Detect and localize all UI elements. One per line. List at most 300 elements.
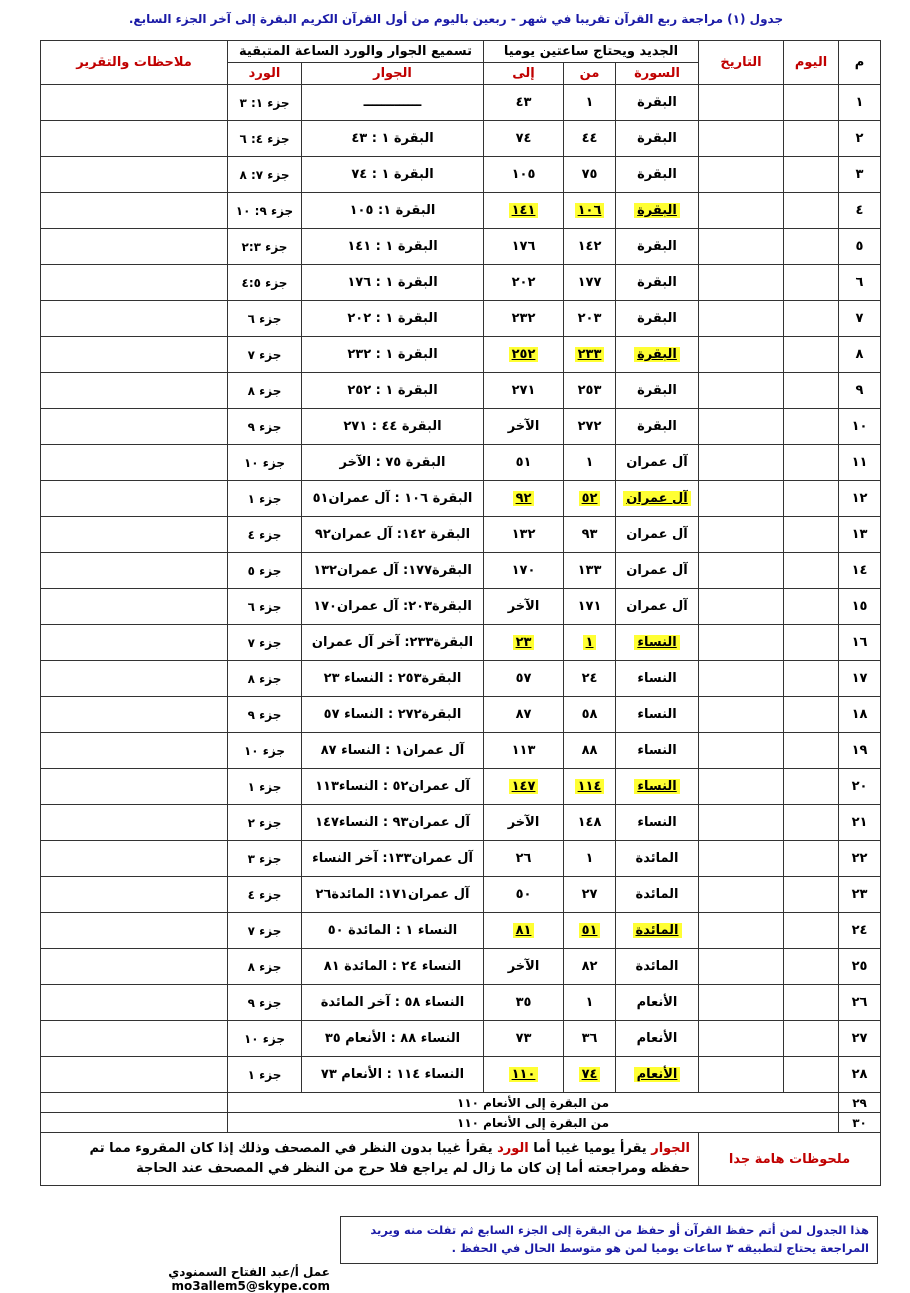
row-from-highlight: ٧٤ (579, 1067, 601, 1082)
row-jiwar: ـــــــــــــ (302, 85, 484, 121)
row-jiwar: البقرة٢٠٣: آل عمران١٧٠ (302, 589, 484, 625)
row-notes (41, 409, 228, 445)
row-day (784, 373, 839, 409)
table-row (41, 121, 881, 157)
row-to: ٥٠ (484, 877, 564, 913)
row-surah-highlight: النساء (634, 635, 679, 650)
row-notes (41, 121, 228, 157)
row-surah: البقرة (616, 265, 699, 301)
row-to-highlight: ١٤٧ (509, 779, 539, 794)
row-date (699, 193, 784, 229)
row-day (784, 517, 839, 553)
table-row (41, 1093, 881, 1113)
row-jiwar: البقرة٢٣٣: آخر آل عمران (302, 625, 484, 661)
row-num: ٢٢ (839, 841, 881, 877)
row-from: ٤٤ (564, 121, 616, 157)
row-to (484, 481, 564, 517)
row-jiwar: البقرة ١: ١٠٥ (302, 193, 484, 229)
row-jiwar: البقرة ١ : ١٧٦ (302, 265, 484, 301)
row-day (784, 733, 839, 769)
row-jiwar: البقرة ١ : ٤٣ (302, 121, 484, 157)
row-from (564, 625, 616, 661)
row-num: ٢١ (839, 805, 881, 841)
row-to (484, 769, 564, 805)
row-date (699, 229, 784, 265)
row-date (699, 445, 784, 481)
row-wird: جزء ١٠ (228, 733, 302, 769)
row-to: ٨٧ (484, 697, 564, 733)
row-jiwar: البقرة١٧٧: آل عمران١٣٢ (302, 553, 484, 589)
table-row (41, 481, 881, 517)
row-from (564, 1057, 616, 1093)
row-num: ٩ (839, 373, 881, 409)
row-surah-highlight: البقرة (634, 347, 680, 362)
row-summary: من البقرة إلى الأنعام ١١٠ (228, 1093, 839, 1113)
row-to: ٧٤ (484, 121, 564, 157)
row-notes (41, 769, 228, 805)
row-notes (41, 193, 228, 229)
row-from: ١٣٣ (564, 553, 616, 589)
row-day (784, 157, 839, 193)
row-day (784, 409, 839, 445)
row-to: ٢٠٢ (484, 265, 564, 301)
row-surah-highlight: النساء (634, 779, 679, 794)
row-notes (41, 733, 228, 769)
row-num: ٢٠ (839, 769, 881, 805)
row-surah: الأنعام (616, 985, 699, 1021)
row-surah (616, 769, 699, 805)
row-from: ٢٧ (564, 877, 616, 913)
row-surah: آل عمران (616, 553, 699, 589)
row-surah (616, 1057, 699, 1093)
row-wird: جزء ٤ (228, 877, 302, 913)
row-wird: جزء ٤: ٦ (228, 121, 302, 157)
row-jiwar: البقرة ٤٤ : ٢٧١ (302, 409, 484, 445)
row-jiwar: النساء ٨٨ : الأنعام ٣٥ (302, 1021, 484, 1057)
row-to: الآخر (484, 409, 564, 445)
row-from: ١ (564, 841, 616, 877)
row-num: ٢٥ (839, 949, 881, 985)
table-row (41, 625, 881, 661)
table-row (41, 445, 881, 481)
row-wird: جزء ٩ (228, 409, 302, 445)
row-surah (616, 193, 699, 229)
credit-author: عمل أ/عبد الفتاح السمنودي (168, 1265, 330, 1279)
row-jiwar: النساء ٢٤ : المائدة ٨١ (302, 949, 484, 985)
row-notes (41, 337, 228, 373)
row-surah: البقرة (616, 157, 699, 193)
table-row (41, 517, 881, 553)
notes-jiwar-word: الجوار (651, 1141, 691, 1156)
row-surah: البقرة (616, 373, 699, 409)
row-date (699, 337, 784, 373)
row-day (784, 445, 839, 481)
row-date (699, 1057, 784, 1093)
row-num: ٧ (839, 301, 881, 337)
row-to-highlight: ٨١ (513, 923, 535, 938)
row-notes (41, 553, 228, 589)
row-from: ٧٥ (564, 157, 616, 193)
row-from: ١ (564, 985, 616, 1021)
row-jiwar: النساء ١١٤ : الأنعام ٧٣ (302, 1057, 484, 1093)
row-jiwar: النساء ٥٨ : آخر المائدة (302, 985, 484, 1021)
table-row (41, 805, 881, 841)
row-to: ٥٧ (484, 661, 564, 697)
row-date (699, 1021, 784, 1057)
row-surah: آل عمران (616, 445, 699, 481)
row-from: ٢٠٣ (564, 301, 616, 337)
row-surah (616, 625, 699, 661)
row-num: ١ (839, 85, 881, 121)
row-from: ٨٢ (564, 949, 616, 985)
table-row (41, 265, 881, 301)
col-num-header: م (839, 41, 881, 85)
row-notes (41, 661, 228, 697)
row-jiwar: البقرة ١٤٢: آل عمران٩٢ (302, 517, 484, 553)
notes-part1: يقرأ يوميا غيبا أما (528, 1141, 652, 1156)
row-jiwar: آل عمران٥٢ : النساء١١٣ (302, 769, 484, 805)
row-summary: من البقرة إلى الأنعام ١١٠ (228, 1113, 839, 1133)
row-day (784, 553, 839, 589)
credit-contact: mo3allem5@skype.com (171, 1279, 330, 1293)
row-notes (41, 589, 228, 625)
row-day (784, 841, 839, 877)
row-date (699, 157, 784, 193)
row-day (784, 985, 839, 1021)
row-surah: آل عمران (616, 517, 699, 553)
row-surah (616, 913, 699, 949)
row-num: ١٠ (839, 409, 881, 445)
row-surah: آل عمران (616, 589, 699, 625)
row-notes (41, 877, 228, 913)
row-to: ٥١ (484, 445, 564, 481)
row-notes (41, 841, 228, 877)
credit-line (40, 1265, 330, 1293)
row-day (784, 301, 839, 337)
row-surah: البقرة (616, 301, 699, 337)
row-day (784, 949, 839, 985)
row-day (784, 1057, 839, 1093)
row-wird: جزء ٦ (228, 301, 302, 337)
row-num: ١٢ (839, 481, 881, 517)
row-to (484, 193, 564, 229)
row-wird: جزء ٤:٥ (228, 265, 302, 301)
row-wird: جزء ٧ (228, 337, 302, 373)
row-from-highlight: ١١٤ (575, 779, 605, 794)
row-day (784, 193, 839, 229)
row-num: ٢٩ (839, 1093, 881, 1113)
row-from: ٨٨ (564, 733, 616, 769)
row-to: الآخر (484, 589, 564, 625)
row-num: ٦ (839, 265, 881, 301)
page-title: جدول (١) مراجعة ربع القرآن تقريبا في شهر - ربعين باليوم من أول القرآن الكريم البقرة إلى آخر الجزء السابع. (128, 12, 784, 26)
row-wird: جزء ٨ (228, 949, 302, 985)
row-to: الآخر (484, 805, 564, 841)
row-from (564, 769, 616, 805)
row-notes (41, 1057, 228, 1093)
row-date (699, 553, 784, 589)
row-num: ١٩ (839, 733, 881, 769)
table-row (41, 841, 881, 877)
table-row (41, 157, 881, 193)
row-date (699, 697, 784, 733)
row-surah (616, 337, 699, 373)
row-day (784, 121, 839, 157)
row-num: ٤ (839, 193, 881, 229)
table-row (41, 733, 881, 769)
table-row (41, 337, 881, 373)
row-to: ٤٣ (484, 85, 564, 121)
row-date (699, 517, 784, 553)
row-surah: المائدة (616, 877, 699, 913)
row-day (784, 661, 839, 697)
row-jiwar: البقرة ١ : ٢٣٢ (302, 337, 484, 373)
row-surah: النساء (616, 661, 699, 697)
row-date (699, 409, 784, 445)
row-day (784, 481, 839, 517)
col-surah-header: السورة (616, 63, 699, 85)
row-num: ٢٨ (839, 1057, 881, 1093)
row-surah: النساء (616, 733, 699, 769)
row-to: ١١٣ (484, 733, 564, 769)
row-num: ٥ (839, 229, 881, 265)
row-jiwar: البقرة ٧٥ : الآخر (302, 445, 484, 481)
row-to-highlight: ٩٢ (513, 491, 535, 506)
row-wird: جزء ٥ (228, 553, 302, 589)
row-notes (41, 805, 228, 841)
row-num: ٢٦ (839, 985, 881, 1021)
table-row (41, 409, 881, 445)
table-row (41, 985, 881, 1021)
row-to: ١٣٢ (484, 517, 564, 553)
row-day (784, 337, 839, 373)
table-row (41, 589, 881, 625)
row-to: ٢٧١ (484, 373, 564, 409)
row-day (784, 769, 839, 805)
row-num: ١٦ (839, 625, 881, 661)
row-jiwar: البقرة ١ : ٢٥٢ (302, 373, 484, 409)
row-to: ١٧٠ (484, 553, 564, 589)
row-jiwar: النساء ١ : المائدة ٥٠ (302, 913, 484, 949)
row-to: ٢٣٢ (484, 301, 564, 337)
row-notes (41, 625, 228, 661)
notes-label: ملحوظات هامة جدا (699, 1133, 881, 1186)
row-day (784, 697, 839, 733)
row-notes (41, 373, 228, 409)
row-to-highlight: ٢٣ (513, 635, 535, 650)
row-surah: النساء (616, 805, 699, 841)
row-to: ٢٦ (484, 841, 564, 877)
row-jiwar: البقرة٢٧٢ : النساء ٥٧ (302, 697, 484, 733)
row-date (699, 913, 784, 949)
row-notes (41, 265, 228, 301)
row-num: ١٣ (839, 517, 881, 553)
row-day (784, 877, 839, 913)
new-group-header: الجديد ويحتاج ساعتين يوميا (484, 41, 699, 63)
row-date (699, 877, 784, 913)
row-wird: جزء ٧: ٨ (228, 157, 302, 193)
row-wird: جزء ١٠ (228, 445, 302, 481)
table-row (41, 661, 881, 697)
review-table (40, 40, 881, 1186)
row-date (699, 841, 784, 877)
notes-text (41, 1133, 699, 1186)
row-date (699, 625, 784, 661)
table-row (41, 229, 881, 265)
row-from (564, 481, 616, 517)
row-to (484, 625, 564, 661)
row-date (699, 85, 784, 121)
row-date (699, 805, 784, 841)
col-notes-header: ملاحظات والتقرير (41, 41, 228, 85)
row-wird: جزء ٩ (228, 985, 302, 1021)
table-row (41, 697, 881, 733)
row-surah: البقرة (616, 121, 699, 157)
row-surah: البقرة (616, 409, 699, 445)
row-jiwar: آل عمران١٧١: المائدة٢٦ (302, 877, 484, 913)
table-row (41, 373, 881, 409)
row-to (484, 1057, 564, 1093)
row-wird: جزء ٤ (228, 517, 302, 553)
row-from-highlight: ٥١ (579, 923, 601, 938)
row-notes (41, 301, 228, 337)
row-date (699, 769, 784, 805)
row-to: ٣٥ (484, 985, 564, 1021)
row-num: ١٤ (839, 553, 881, 589)
row-notes (41, 1113, 228, 1133)
row-surah-highlight: الأنعام (634, 1067, 681, 1082)
row-from-highlight: ٢٣٣ (575, 347, 605, 362)
row-num: ١٧ (839, 661, 881, 697)
row-from: ١٧١ (564, 589, 616, 625)
row-day (784, 913, 839, 949)
row-date (699, 373, 784, 409)
row-wird: جزء ٧ (228, 625, 302, 661)
table-row (41, 949, 881, 985)
row-wird: جزء ٢ (228, 805, 302, 841)
row-from: ٢٤ (564, 661, 616, 697)
row-day (784, 1021, 839, 1057)
notes-part2: يقرأ غيبا بدون النظر في المصحف وذلك إذا كان المقروء مما تم حفظه ومراجعته أما إن كان ما زال لم يراجع فلا حرج من النظر في المصحف عند الحاجة (89, 1141, 691, 1176)
row-jiwar: البقرة٢٥٣ : النساء ٢٣ (302, 661, 484, 697)
row-notes (41, 157, 228, 193)
row-from: ١٤٨ (564, 805, 616, 841)
row-day (784, 805, 839, 841)
row-date (699, 301, 784, 337)
row-num: ٢٧ (839, 1021, 881, 1057)
row-notes (41, 229, 228, 265)
row-num: ٢٣ (839, 877, 881, 913)
row-surah (616, 481, 699, 517)
row-surah: النساء (616, 697, 699, 733)
row-wird: جزء ١ (228, 769, 302, 805)
row-notes (41, 445, 228, 481)
row-num: ٢٤ (839, 913, 881, 949)
row-surah-highlight: آل عمران (623, 491, 691, 506)
table-row (41, 769, 881, 805)
row-from-highlight: ١٠٦ (575, 203, 605, 218)
row-surah: المائدة (616, 949, 699, 985)
row-day (784, 589, 839, 625)
row-num: ٣ (839, 157, 881, 193)
row-from: ١٤٢ (564, 229, 616, 265)
row-wird: جزء ١٠ (228, 1021, 302, 1057)
row-to (484, 913, 564, 949)
row-from: ٣٦ (564, 1021, 616, 1057)
row-date (699, 985, 784, 1021)
row-num: ١٥ (839, 589, 881, 625)
row-wird: جزء ٨ (228, 661, 302, 697)
row-wird: جزء ٦ (228, 589, 302, 625)
table-row (41, 301, 881, 337)
row-notes (41, 949, 228, 985)
row-wird: جزء ١ (228, 481, 302, 517)
recite-group-header: تسميع الجوار والورد الساعة المتبقية (228, 41, 484, 63)
row-notes (41, 1021, 228, 1057)
row-surah: الأنعام (616, 1021, 699, 1057)
row-notes (41, 913, 228, 949)
table-row (41, 193, 881, 229)
row-jiwar: آل عمران٩٣ : النساء١٤٧ (302, 805, 484, 841)
row-day (784, 229, 839, 265)
row-surah: البقرة (616, 85, 699, 121)
row-num: ١١ (839, 445, 881, 481)
row-date (699, 265, 784, 301)
row-from-highlight: ٥٢ (579, 491, 601, 506)
row-wird: جزء ١: ٣ (228, 85, 302, 121)
row-notes (41, 985, 228, 1021)
row-surah: البقرة (616, 229, 699, 265)
col-to-header: إلى (484, 63, 564, 85)
row-date (699, 949, 784, 985)
row-to-highlight: ١١٠ (509, 1067, 539, 1082)
table-row (41, 553, 881, 589)
row-num: ٢ (839, 121, 881, 157)
info-box: هذا الجدول لمن أتم حفظ القرآن أو حفظ من البقرة إلى الجزء السابع ثم تفلت منه ويريد المراجعة يحتاج لتطبيقه ٣ ساعات يوميا لمن هو متوسط الحال في الحفظ . (340, 1216, 878, 1264)
row-wird: جزء ١ (228, 1057, 302, 1093)
row-to: الآخر (484, 949, 564, 985)
row-from: ٥٨ (564, 697, 616, 733)
table-row (41, 1057, 881, 1093)
row-day (784, 265, 839, 301)
row-from: ٢٥٣ (564, 373, 616, 409)
row-to-highlight: ١٤١ (509, 203, 539, 218)
row-from: ٢٧٢ (564, 409, 616, 445)
table-row (41, 877, 881, 913)
table-row (41, 1021, 881, 1057)
table-row (41, 1113, 881, 1133)
table-row (41, 85, 881, 121)
row-from: ٩٣ (564, 517, 616, 553)
row-notes (41, 1093, 228, 1113)
col-jiwar-header: الجوار (302, 63, 484, 85)
row-wird: جزء ٨ (228, 373, 302, 409)
notes-wird-word: الورد (497, 1141, 529, 1156)
row-from: ١ (564, 445, 616, 481)
row-to: ٧٣ (484, 1021, 564, 1057)
row-to: ١٠٥ (484, 157, 564, 193)
row-wird: جزء ٧ (228, 913, 302, 949)
row-num: ١٨ (839, 697, 881, 733)
row-from (564, 913, 616, 949)
row-from: ١٧٧ (564, 265, 616, 301)
row-from: ١ (564, 85, 616, 121)
row-from-highlight: ١ (583, 635, 597, 650)
row-num: ٨ (839, 337, 881, 373)
row-jiwar: البقرة ١ : ١٤١ (302, 229, 484, 265)
row-date (699, 481, 784, 517)
row-date (699, 733, 784, 769)
